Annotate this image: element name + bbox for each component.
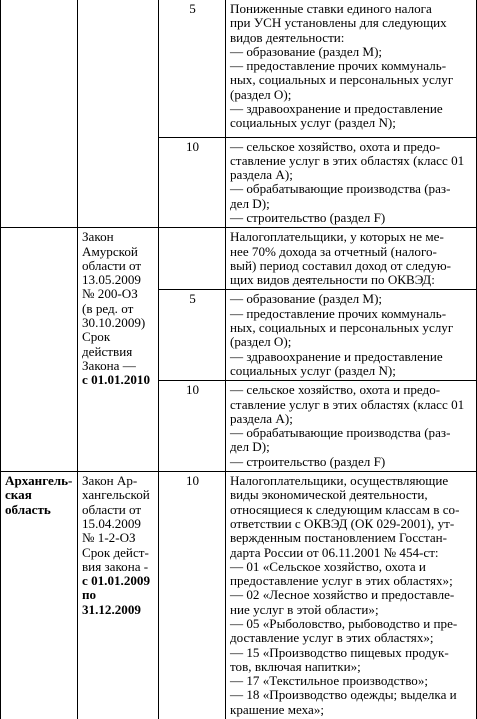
region-cell (1, 0, 78, 228)
description-line: тов, включая напитки»; (230, 658, 361, 674)
description-cell (226, 381, 477, 472)
description-line: — здравоохранение и предоставление (230, 348, 443, 364)
rate-cell (159, 137, 226, 228)
rate-cell (159, 290, 226, 381)
law-text: 30.10.2009) (82, 315, 146, 331)
description-line: (раздел O); (230, 334, 292, 350)
law-text: 13.05.2009 (82, 272, 141, 288)
law-effective-date: с 01.01.2010 (82, 372, 151, 388)
description-line: дел D); (230, 439, 270, 455)
law-effective-date: по (82, 587, 97, 603)
description-line: видов деятельности: (230, 29, 345, 45)
description-line: крашение меха»; (230, 701, 325, 717)
law-text: № 1-2-ОЗ (82, 530, 136, 546)
description-line: — 05 «Рыболовство, рыбоводство и пре- (230, 616, 458, 631)
description-line: предоставление услуг в этих областях»; (230, 573, 453, 589)
description-line: — строительство (раздел F) (230, 453, 386, 469)
description-line: — 17 «Текстильное производство»; (230, 673, 429, 689)
law-text: Закон (82, 229, 114, 245)
law-cell (78, 0, 159, 228)
description-line: — обрабатывающие производства (раз- (230, 181, 451, 197)
law-text: Срок (82, 329, 111, 345)
region-name: Архангель- (5, 473, 73, 489)
description-line: — 01 «Сельское хозяйство, охота и (230, 558, 426, 574)
description-line: относящиеся к следующим классам в со- (230, 501, 460, 517)
rate-cell (159, 228, 226, 290)
law-text: Срок дейст- (82, 544, 149, 560)
description-cell (226, 228, 477, 290)
region-cell (1, 472, 78, 719)
table-row (1, 228, 477, 290)
rate-cell (159, 0, 226, 137)
description-cell (226, 0, 477, 137)
law-effective-date: 31.12.2009 (82, 601, 141, 617)
description-line: ответствии с ОКВЭД (ОК 029-2001), ут- (230, 515, 455, 531)
description-line: вый) период составил доход от следую- (230, 257, 452, 273)
law-cell (78, 228, 159, 472)
description-line: виды экономической деятельности, (230, 487, 428, 503)
description-line: при УСН установлены для следующих (230, 15, 447, 31)
description-line: — сельское хозяйство, охота и предо- (230, 382, 441, 398)
law-text: Закона — (82, 357, 136, 373)
rate-value: 5 (189, 291, 196, 307)
description-cell (226, 290, 477, 381)
law-effective-date: с 01.01.2009 (82, 573, 151, 589)
law-text: (в ред. от (82, 300, 134, 316)
description-line: щих видов деятельности по ОКВЭД: (230, 272, 435, 288)
description-cell (226, 137, 477, 228)
description-line: дарта России от 06.11.2001 № 454-ст: (230, 544, 439, 560)
description-line: социальных услуг (раздел N); (230, 362, 396, 378)
description-line: — 15 «Производство пищевых продук- (230, 644, 449, 660)
description-line: дел D); (230, 195, 270, 211)
description-line: (раздел O); (230, 86, 292, 102)
description-line: Налогоплательщики, у которых не ме- (230, 229, 444, 245)
region-cell (1, 228, 78, 472)
rate-cell (159, 472, 226, 719)
description-line: ставление услуг в этих областях (класс 01 (230, 396, 465, 412)
law-text: области от (82, 257, 142, 273)
rate-cell (159, 381, 226, 472)
table-row (1, 472, 477, 719)
region-name: ская (5, 487, 32, 503)
description-line: — 02 «Лесное хозяйство и предоставле- (230, 587, 455, 603)
rate-value: 5 (189, 1, 196, 16)
description-line: Пониженные ставки единого налога (230, 1, 432, 16)
description-line: раздела A); (230, 410, 293, 426)
description-cell (226, 472, 477, 719)
description-line: раздела A); (230, 167, 293, 183)
description-line: ние услуг в этой области»; (230, 601, 379, 617)
law-text: Закон Ар- (82, 473, 138, 489)
rate-value: 10 (185, 473, 200, 489)
region-name: область (5, 501, 51, 517)
rate-value: 10 (185, 382, 200, 398)
description-line: ставление услуг в этих областях (класс 01 (230, 152, 465, 168)
law-text: области от (82, 501, 142, 517)
description-line: — здравоохранение и предоставление (230, 101, 443, 117)
description-line: — строительство (раздел F) (230, 209, 386, 225)
law-text: вия закона - (82, 558, 149, 574)
description-line: ных, социальных и персональных услуг (230, 72, 454, 88)
description-line: вержденным постановлением Госстан- (230, 530, 448, 546)
description-line: — сельское хозяйство, охота и предо- (230, 138, 441, 154)
description-line: — образование (раздел M); (230, 291, 383, 307)
description-line: — предоставление прочих коммуналь- (230, 305, 447, 321)
law-text: 15.04.2009 (82, 515, 141, 531)
law-text: хангельской (82, 487, 150, 503)
law-cell (78, 472, 159, 719)
description-line: — предоставление прочих коммуналь- (230, 58, 447, 74)
law-text: № 200-ОЗ (82, 286, 138, 302)
law-text: действия (82, 343, 133, 359)
table-row (1, 0, 477, 137)
description-line: ных, социальных и персональных услуг (230, 320, 454, 336)
description-line: социальных услуг (раздел N); (230, 115, 396, 131)
description-line: нее 70% дохода за отчетный (налого- (230, 243, 437, 259)
law-text: Амурской (82, 243, 138, 259)
description-line: — 18 «Производство одежды; выделка и (230, 687, 457, 703)
rate-value: 10 (185, 138, 200, 154)
description-line: доставление услуг в этих областях»; (230, 630, 434, 646)
description-line: — обрабатывающие производства (раз- (230, 425, 451, 441)
description-line: — образование (раздел M); (230, 43, 383, 59)
description-line: Налогоплательщики, осуществляющие (230, 473, 449, 489)
